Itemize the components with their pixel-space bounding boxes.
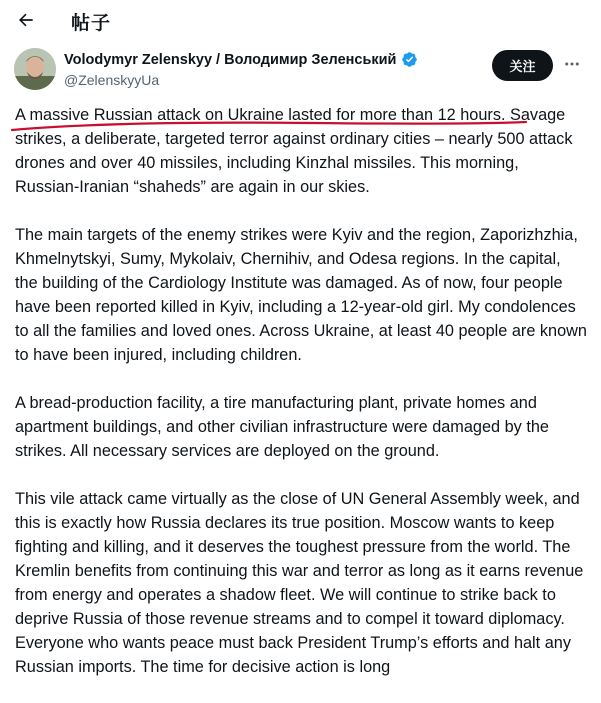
avatar-image — [14, 48, 56, 90]
author-names — [64, 51, 418, 88]
follow-button[interactable]: 关注 — [492, 50, 553, 81]
post-text — [15, 103, 587, 703]
author-display-name[interactable] — [64, 51, 418, 68]
author-handle[interactable]: @ZelenskyyUa — [64, 72, 160, 88]
more-horizontal-icon — [563, 55, 581, 73]
post-paragraph: A bread-production facility, a tire manufacturing plant, private homes and apartment buildings, and other civilian infrastructure were damaged by the strikes. All necessary services are deployed on the ground. — [15, 394, 549, 460]
verified-badge-icon — [401, 51, 418, 68]
more-options-button[interactable] — [560, 52, 584, 76]
back-button[interactable] — [10, 4, 42, 36]
author-row — [0, 44, 601, 94]
post-paragraph: A massive Russian attack on Ukraine lasted for more than 12 hours. Savage strikes, a deliberate, targeted terror against ordinary cities – nearly 500 attack drones and over 40 missiles, including Kinzhal missiles. This morning, Russian-Iranian “shaheds” are again in our skies. — [15, 106, 573, 196]
avatar[interactable] — [14, 48, 56, 90]
arrow-left-icon — [16, 10, 36, 30]
post-paragraph: The main targets of the enemy strikes were Kyiv and the region, Zaporizhzhia, Khmelnytskyi, Sumy, Mykolaiv, Chernihiv, and Odesa regions. In the capital, the building of the Cardiology Institute was damaged. As of now, four people have been reported killed in Kyiv, including a 12-year-old girl. My condolences to all the families and loved ones. Across Ukraine, at least 40 people are known to have been injured, including children. — [15, 226, 587, 364]
top-bar — [0, 0, 601, 40]
page-title: 帖子 — [71, 13, 112, 34]
author-name-text: Volodymyr Zelenskyy / Володимир Зеленський — [64, 51, 397, 68]
post-paragraph: This vile attack came virtually as the close of UN General Assembly week, and this is exactly how Russia declares its true position. Moscow wants to keep fighting and killing, and it deserves the toughest pressure from the world. The Kremlin benefits from continuing this war and terror as long as it earns revenue from energy and operates a shadow fleet. We will continue to strike back to deprive Russia of those revenue streams and to compel it toward diplomacy. Everyone who wants peace must back President Trump’s efforts and halt any Russian imports. The time for decisive action is long — [15, 490, 584, 676]
